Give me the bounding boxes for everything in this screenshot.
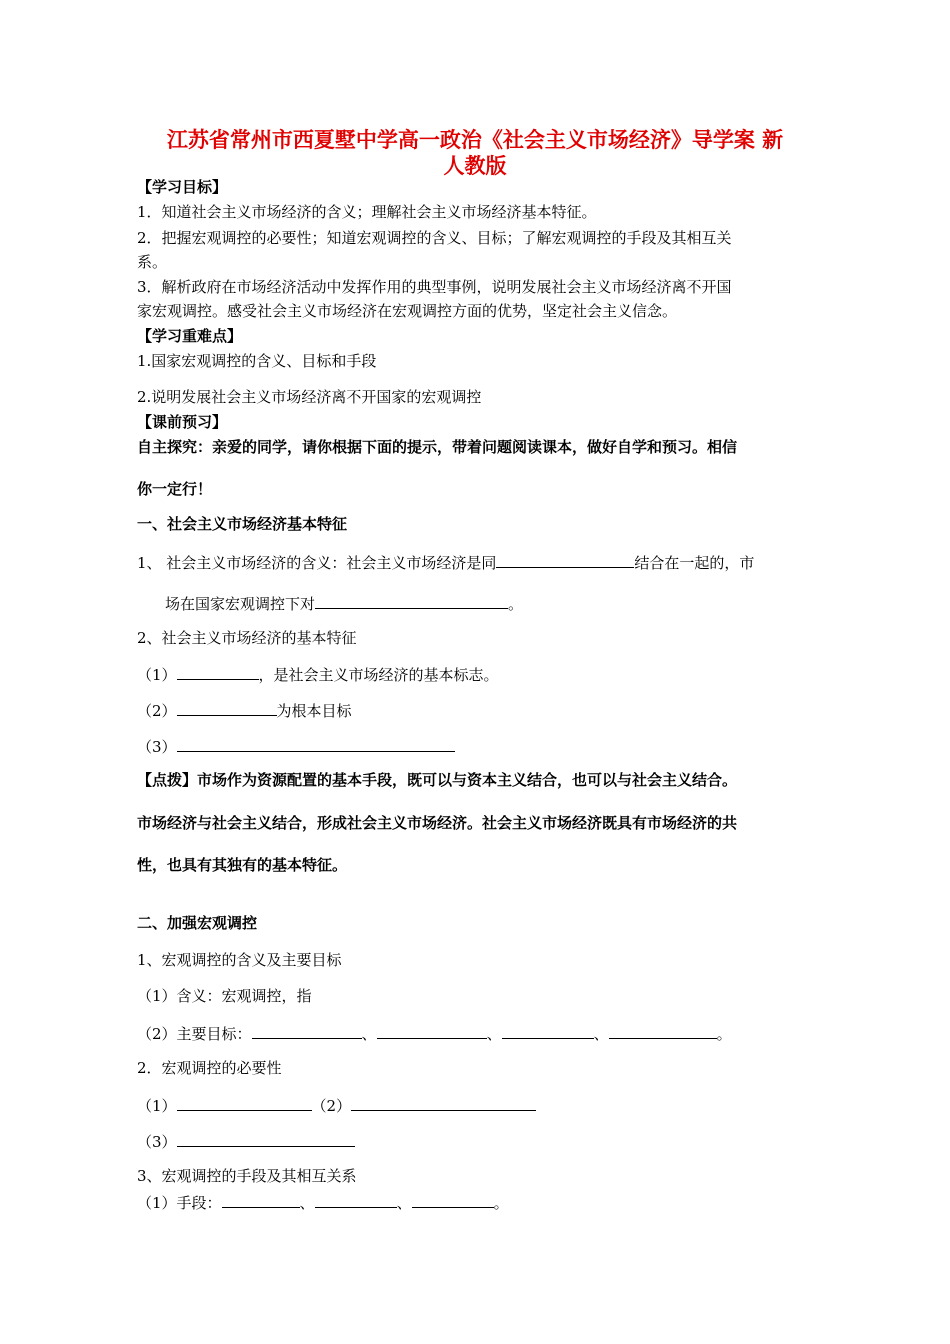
part1-heading: 一、社会主义市场经济基本特征: [137, 515, 348, 533]
keypoint-1: 1.国家宏观调控的含义、目标和手段: [137, 352, 377, 370]
keypoints-heading: 【学习重难点】: [137, 327, 243, 345]
part1-question-1: [137, 551, 754, 573]
part2-heading: 二、加强宏观调控: [137, 914, 258, 932]
necessity-2-num: （2）: [311, 1097, 352, 1115]
fill-blank[interactable]: [315, 592, 508, 609]
part2-question-3: 3、宏观调控的手段及其相互关系: [137, 1167, 357, 1185]
means-label: （1）手段：: [137, 1194, 222, 1212]
objective-2a: 2．把握宏观调控的必要性；知道宏观调控的含义、目标；了解宏观调控的手段及其相互关: [137, 229, 732, 247]
keypoint-2: 2.说明发展社会主义市场经济离不开国家的宏观调控: [137, 388, 482, 406]
preview-heading: 【课前预习】: [137, 413, 228, 431]
necessity-3-num: （3）: [137, 1133, 177, 1151]
part2-question-1: 1、宏观调控的含义及主要目标: [137, 951, 342, 969]
necessity-line-1: [137, 1094, 536, 1116]
fill-blank[interactable]: [412, 1191, 494, 1208]
part2-question-2: 2．宏观调控的必要性: [137, 1059, 282, 1077]
main-goals-label: （2）主要目标：: [137, 1025, 252, 1043]
fill-blank[interactable]: [177, 663, 259, 680]
feature-2-text: 为根本目标: [276, 702, 352, 720]
objectives-heading: 【学习目标】: [137, 178, 228, 196]
q1-prefix: 1、 社会主义市场经济的含义：社会主义市场经济是同: [137, 554, 497, 572]
feature-1: [137, 663, 499, 685]
preview-intro-1: 自主探究：亲爱的同学，请你根据下面的提示，带着问题阅读课本，做好自学和预习。相信: [137, 438, 738, 456]
fill-blank[interactable]: [315, 1191, 397, 1208]
separator: 、: [593, 1025, 609, 1043]
line-end: 。: [493, 1194, 509, 1212]
fill-blank[interactable]: [252, 1022, 362, 1039]
fill-blank[interactable]: [222, 1191, 300, 1208]
feature-2: [137, 699, 352, 721]
fill-blank[interactable]: [496, 551, 634, 568]
q1-suffix: 结合在一起的，市: [634, 554, 755, 572]
separator: 、: [299, 1194, 315, 1212]
objective-1: 1．知道社会主义市场经济的含义；理解社会主义市场经济基本特征。: [137, 203, 597, 221]
part1-question-2: 2、社会主义市场经济的基本特征: [137, 629, 357, 647]
feature-1-text: ，是社会主义市场经济的基本标志。: [258, 666, 499, 684]
feature-1-num: （1）: [137, 666, 177, 684]
fill-blank[interactable]: [377, 1022, 487, 1039]
fill-blank[interactable]: [177, 1130, 355, 1147]
feature-2-num: （2）: [137, 702, 177, 720]
separator: 、: [361, 1025, 377, 1043]
necessity-1-num: （1）: [137, 1097, 177, 1115]
q1b-suffix: 。: [508, 595, 524, 613]
fill-blank[interactable]: [609, 1022, 717, 1039]
fill-blank[interactable]: [502, 1022, 594, 1039]
fill-blank[interactable]: [351, 1094, 536, 1111]
preview-intro-2: 你一定行！: [137, 480, 213, 498]
line-end: 。: [716, 1025, 732, 1043]
definition-line: （1）含义：宏观调控，指: [137, 987, 312, 1005]
necessity-line-3: [137, 1130, 355, 1152]
tip-line-1: 【点拨】市场作为资源配置的基本手段，既可以与资本主义结合，也可以与社会主义结合。: [137, 771, 738, 789]
means-line: [137, 1191, 509, 1213]
document-title-line1: 江苏省常州市西夏墅中学高一政治《社会主义市场经济》导学案 新: [166, 128, 784, 152]
tip-line-3: 性，也具有其独有的基本特征。: [137, 856, 348, 874]
objective-2b: 系。: [137, 253, 168, 271]
document-title-line2: 人教版: [443, 154, 507, 178]
fill-blank[interactable]: [177, 699, 277, 716]
separator: 、: [486, 1025, 502, 1043]
part1-question-1b: [165, 592, 523, 614]
q1b-prefix: 场在国家宏观调控下对: [165, 595, 316, 613]
main-goals-line: [137, 1022, 732, 1044]
feature-3-num: （3）: [137, 738, 177, 756]
objective-3b: 家宏观调控。感受社会主义市场经济在宏观调控方面的优势，坚定社会主义信念。: [137, 302, 678, 320]
fill-blank[interactable]: [177, 735, 455, 752]
separator: 、: [396, 1194, 412, 1212]
objective-3a: 3．解析政府在市场经济活动中发挥作用的典型事例，说明发展社会主义市场经济离不开国: [137, 278, 732, 296]
fill-blank[interactable]: [177, 1094, 312, 1111]
tip-line-2: 市场经济与社会主义结合，形成社会主义市场经济。社会主义市场经济既具有市场经济的共: [137, 814, 738, 832]
feature-3: [137, 735, 455, 757]
